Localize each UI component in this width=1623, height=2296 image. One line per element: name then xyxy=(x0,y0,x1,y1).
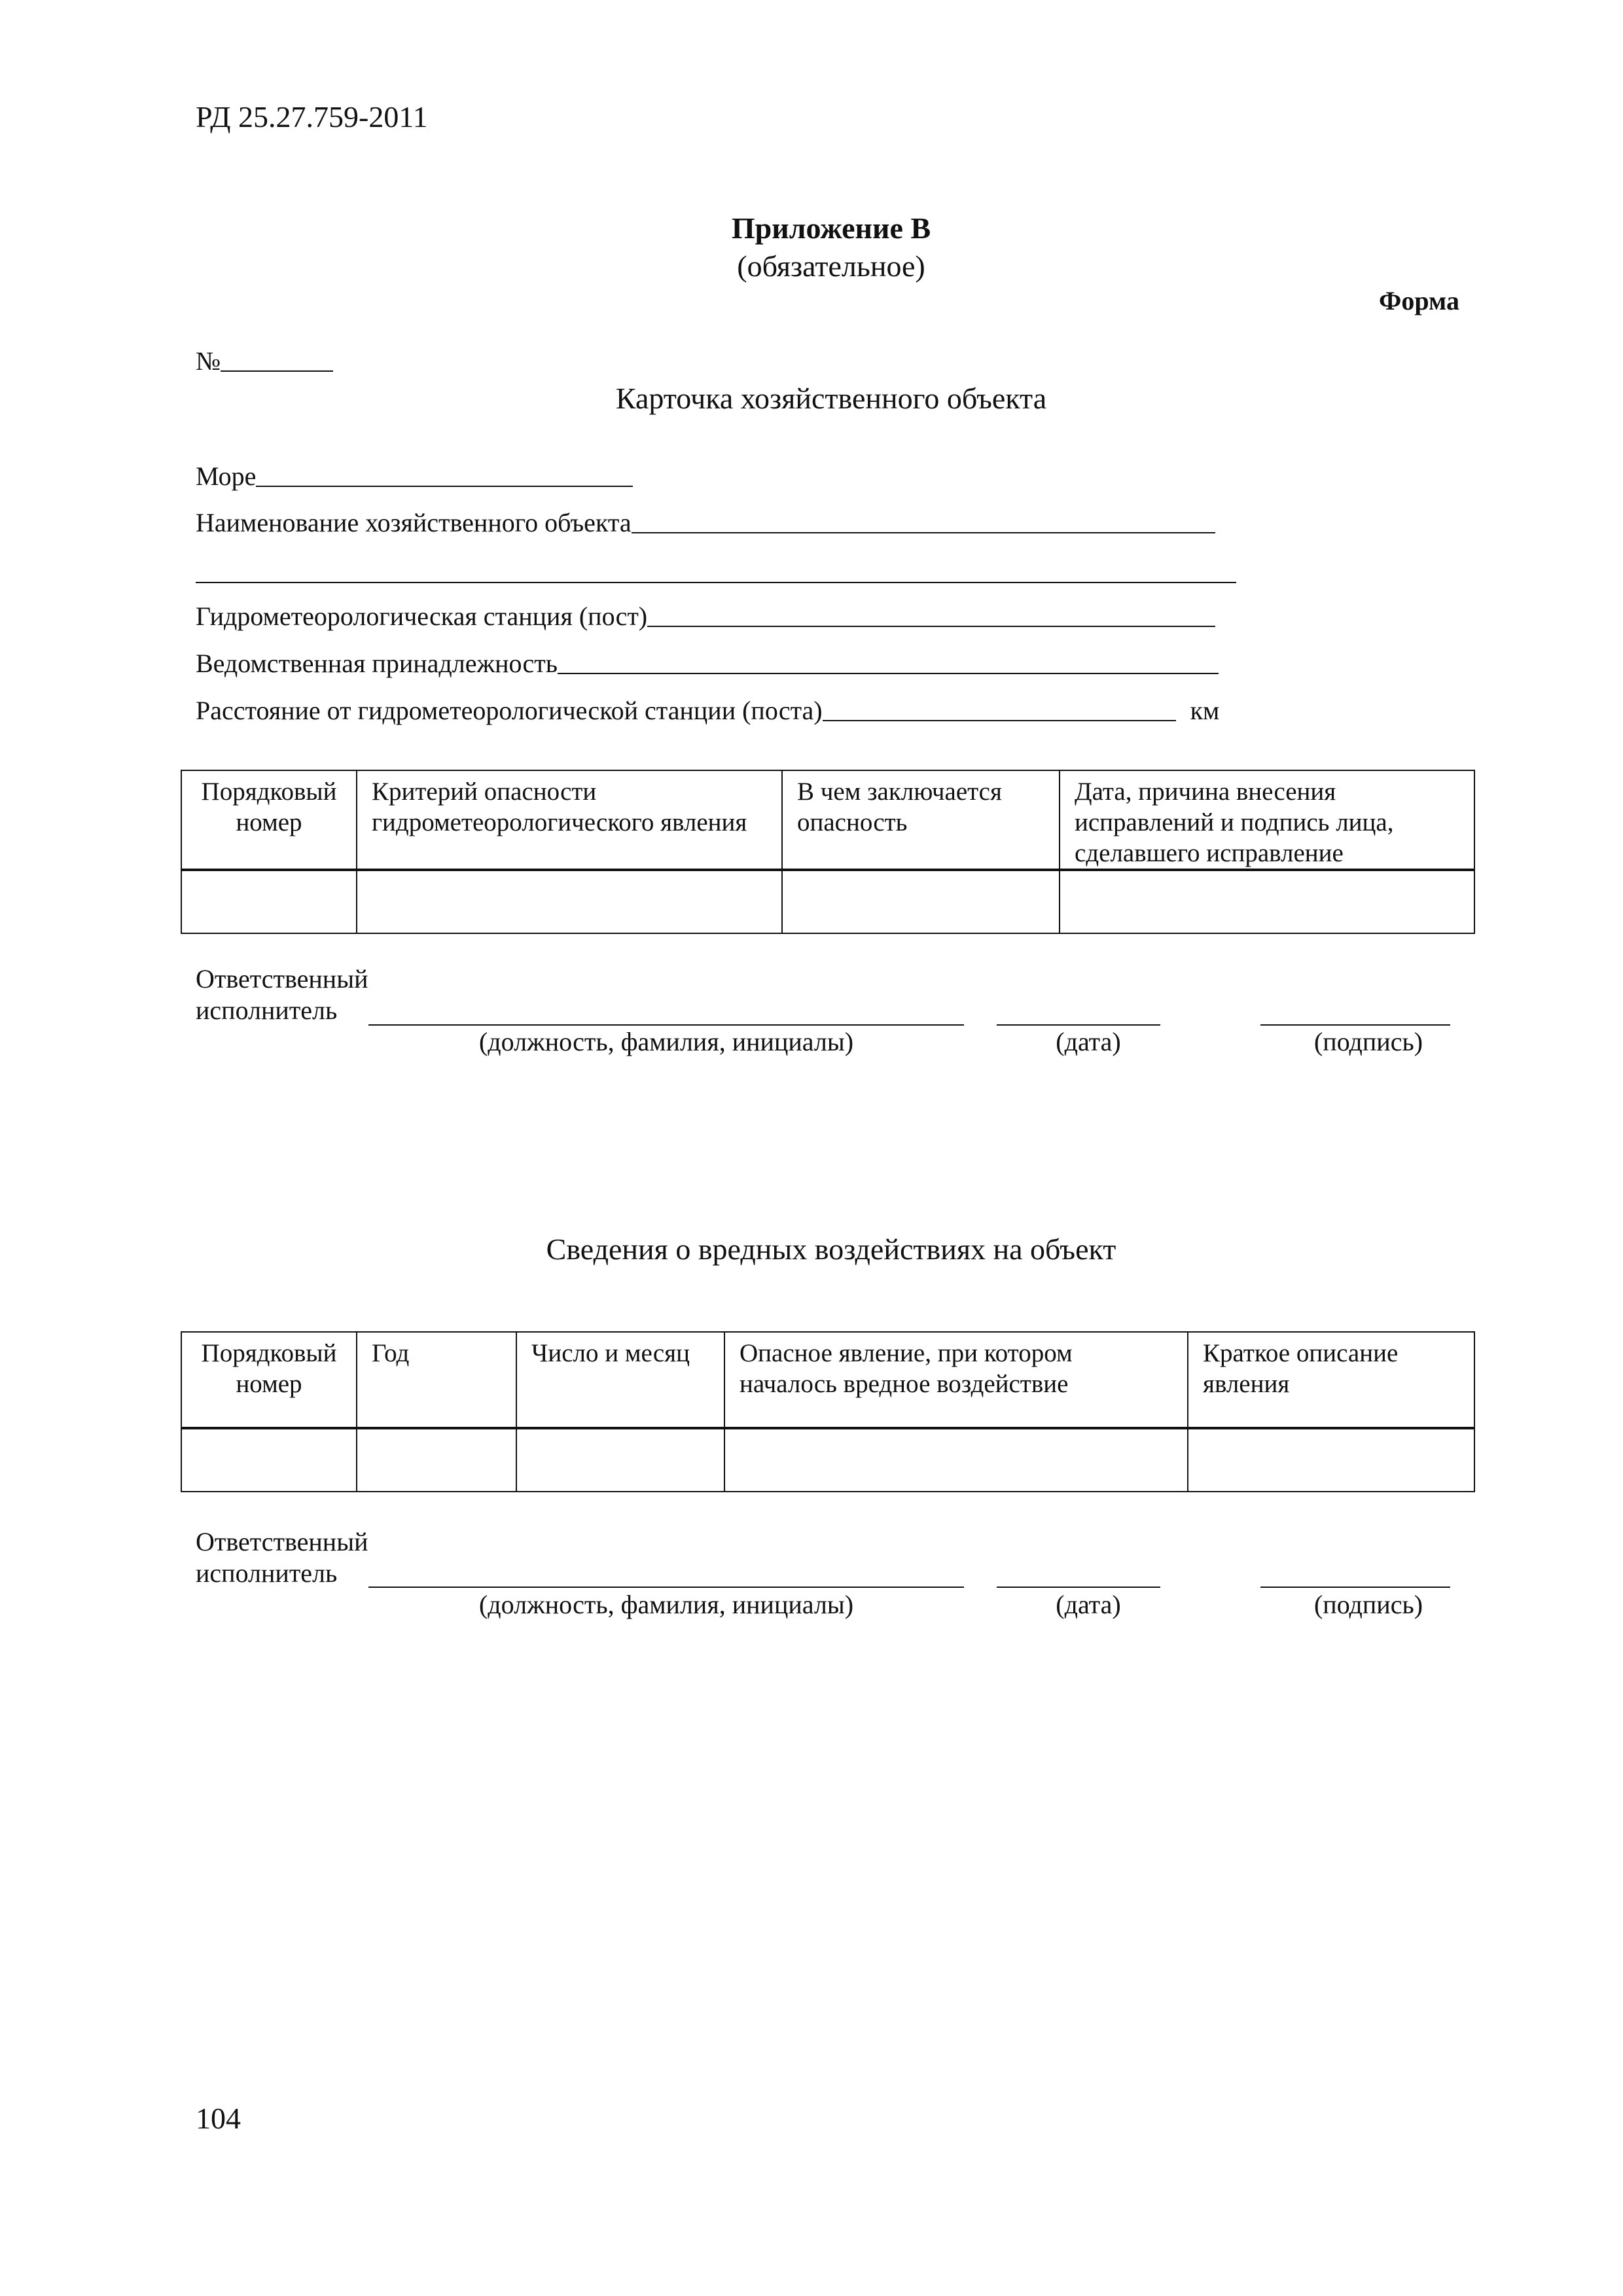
signature-caption-2: (подпись) xyxy=(1313,1590,1423,1619)
object-name-field[interactable] xyxy=(196,507,1215,539)
table-cell[interactable] xyxy=(516,1429,724,1492)
sea-field[interactable] xyxy=(196,461,633,492)
signature-caption: (подпись) xyxy=(1313,1027,1423,1056)
object-name-line[interactable] xyxy=(632,507,1215,533)
impact-col-day-month: Число и месяц xyxy=(516,1332,724,1427)
table-cell[interactable] xyxy=(181,1429,357,1492)
sea-label: Море xyxy=(196,461,257,491)
responsible-signature-line-2[interactable] xyxy=(1260,1587,1450,1588)
table-cell[interactable] xyxy=(1188,1429,1474,1492)
responsible-label-2: Ответственный исполнитель xyxy=(196,1527,368,1588)
card-number-line[interactable] xyxy=(221,346,333,372)
table-cell[interactable] xyxy=(782,870,1060,933)
card-title: Карточка хозяйственного объекта xyxy=(615,382,1047,415)
department-line[interactable] xyxy=(558,648,1219,674)
hazard-col-number: Порядковый номер xyxy=(181,770,357,869)
table-row xyxy=(181,1429,1474,1492)
distance-unit: км xyxy=(1190,696,1220,725)
responsible-position-line[interactable] xyxy=(368,1024,964,1026)
responsible-signature-line[interactable] xyxy=(1260,1024,1450,1026)
object-name-label: Наименование хозяйственного объекта xyxy=(196,508,632,537)
appendix-subtitle: (обязательное) xyxy=(737,249,925,283)
page-number: 104 xyxy=(196,2102,241,2135)
object-name-line-2[interactable] xyxy=(196,582,1236,583)
sea-line[interactable] xyxy=(256,461,633,487)
hazard-col-criterion: Критерий опасности гидрометеорологического явления xyxy=(357,770,782,869)
impact-section-title: Сведения о вредных воздействиях на объект xyxy=(546,1232,1116,1266)
position-caption-2: (должность, фамилия, инициалы) xyxy=(478,1590,854,1619)
impact-col-phenomenon: Опасное явление, при котором началось вредное воздействие xyxy=(724,1332,1188,1427)
number-sign: № xyxy=(196,346,221,376)
document-code: РД 25.27.759-2011 xyxy=(196,100,428,134)
form-label: Форма xyxy=(1379,286,1459,315)
hazard-table xyxy=(181,770,1475,934)
table-cell[interactable] xyxy=(357,870,782,933)
table-row xyxy=(181,870,1474,933)
distance-line[interactable] xyxy=(823,695,1176,721)
department-field[interactable] xyxy=(196,648,1219,679)
department-label: Ведомственная принадлежность xyxy=(196,649,558,678)
impact-col-number: Порядковый номер xyxy=(181,1332,357,1427)
hazard-col-corrections: Дата, причина внесения исправлений и подпись лица, сделавшего исправление xyxy=(1060,770,1474,869)
hazard-col-danger: В чем заключается опасность xyxy=(782,770,1060,869)
impact-col-description: Краткое описание явления xyxy=(1188,1332,1474,1427)
responsible-position-line-2[interactable] xyxy=(368,1587,964,1588)
impact-table xyxy=(181,1331,1475,1492)
appendix-title: Приложение В xyxy=(731,211,931,245)
responsible-date-line-2[interactable] xyxy=(997,1587,1160,1588)
station-label: Гидрометеорологическая станция (пост) xyxy=(196,601,648,631)
table-cell[interactable] xyxy=(357,1429,516,1492)
table-cell[interactable] xyxy=(724,1429,1188,1492)
table-cell[interactable] xyxy=(181,870,357,933)
impact-col-year: Год xyxy=(357,1332,516,1427)
date-caption: (дата) xyxy=(1056,1027,1121,1056)
position-caption: (должность, фамилия, инициалы) xyxy=(478,1027,854,1056)
distance-label: Расстояние от гидрометеорологической станции (поста) xyxy=(196,696,823,725)
station-line[interactable] xyxy=(647,601,1215,627)
distance-field[interactable] xyxy=(196,695,1219,726)
responsible-date-line[interactable] xyxy=(997,1024,1160,1026)
card-number-field[interactable] xyxy=(196,346,333,377)
date-caption-2: (дата) xyxy=(1056,1590,1121,1619)
responsible-label: Ответственный исполнитель xyxy=(196,964,368,1025)
table-cell[interactable] xyxy=(1060,870,1474,933)
station-field[interactable] xyxy=(196,601,1215,632)
